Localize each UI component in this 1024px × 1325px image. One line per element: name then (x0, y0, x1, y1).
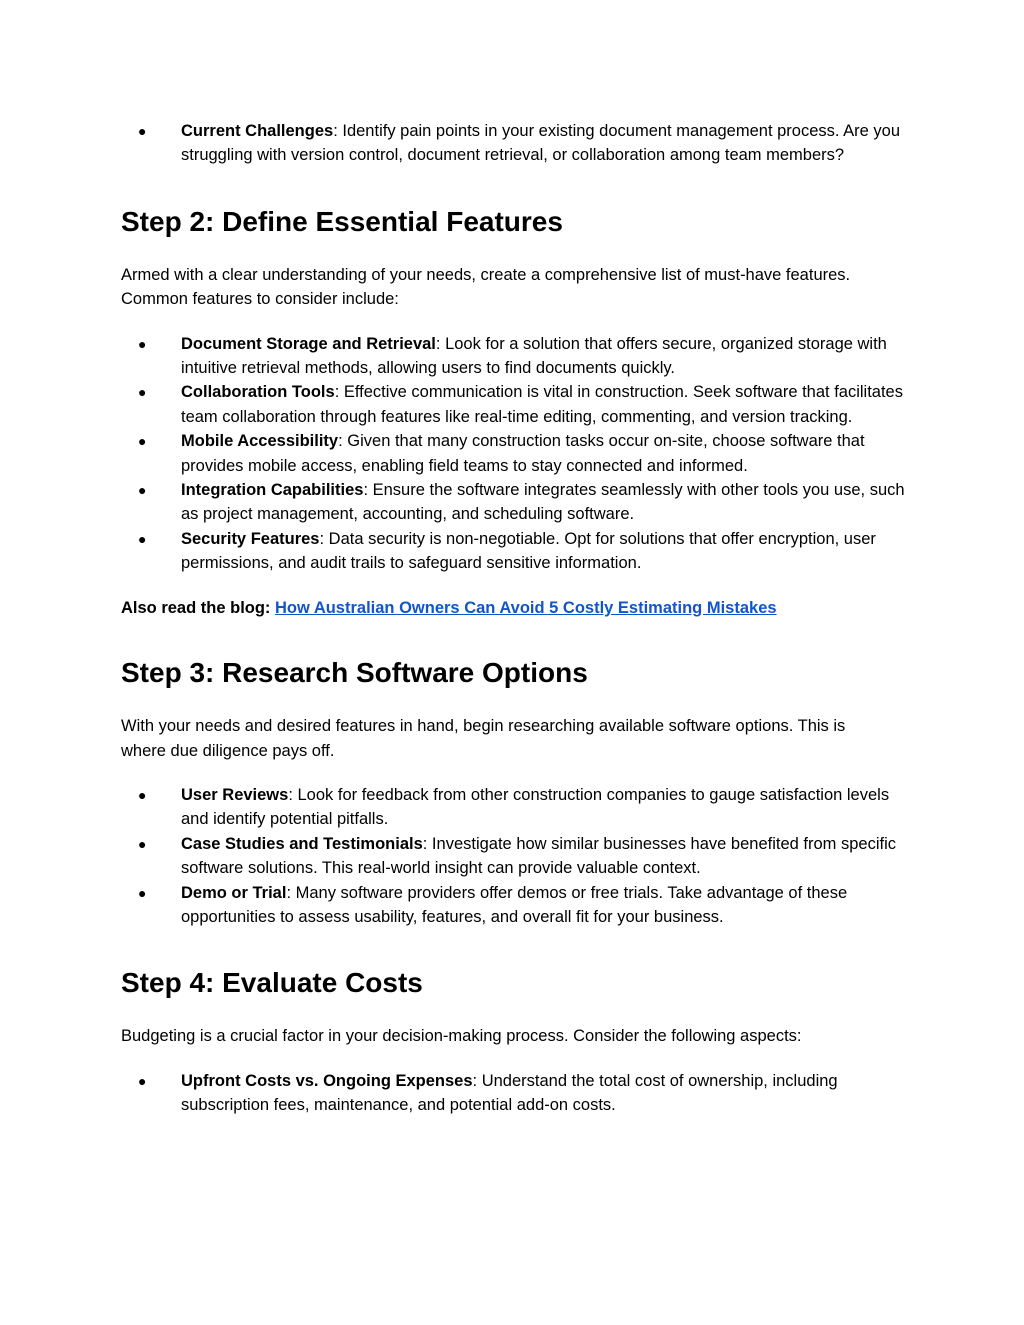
list-item (121, 881, 911, 930)
step2-feature-list (121, 332, 911, 576)
bullet-icon: ● (138, 884, 147, 901)
list-item-text: : Identify pain points in your existing document management process. Are you struggling with version control, document retrieval, or collaboration among team members? (181, 122, 901, 165)
bullet-icon: ● (138, 786, 147, 803)
list-item (121, 527, 911, 576)
bullet-icon: ● (138, 433, 147, 450)
list-item-term: Security Features (181, 529, 320, 548)
list-item-term: Demo or Trial (181, 883, 287, 902)
list-item (121, 332, 911, 381)
step3-option-list (121, 783, 911, 929)
document-page (121, 119, 911, 1118)
list-item-term: Collaboration Tools (181, 383, 335, 402)
list-item-term: Integration Capabilities (181, 481, 364, 500)
list-item-text: : Look for feedback from other construction companies to gauge satisfaction levels and identify potential pitfalls. (181, 785, 890, 829)
bullet-icon: ● (138, 482, 147, 499)
list-item-text: : Look for a solution that offers secure, organized storage with intuitive retrieval methods, allowing users to find documents quickly. (181, 334, 887, 378)
list-item-text: : Investigate how similar businesses have benefited from specific software solutions. This real-world insight can provide valuable context. (181, 834, 896, 878)
list-item-term: Mobile Accessibility (181, 432, 339, 451)
list-item (121, 478, 911, 527)
list-item-text: : Given that many construction tasks occur on-site, choose software that provides mobile access, enabling field teams to stay connected and informed. (181, 432, 865, 475)
step4-intro: Budgeting is a crucial factor in your decision-making process. Consider the following aspects: (121, 1027, 802, 1046)
list-item-term: User Reviews (181, 785, 289, 804)
bullet-icon: ● (138, 835, 147, 852)
list-item-term: Document Storage and Retrieval (181, 334, 436, 353)
list-item-term: Case Studies and Testimonials (181, 834, 423, 853)
also-read-link[interactable]: How Australian Owners Can Avoid 5 Costly Estimating Mistakes (275, 598, 777, 617)
bullet-icon: ● (138, 335, 147, 352)
current-challenges-list (121, 119, 911, 168)
list-item (121, 783, 911, 832)
list-item-text: : Effective communication is vital in construction. Seek software that facilitates team collaboration through features like real-time editing, commenting, and version tracking. (181, 383, 903, 426)
step3-intro: With your needs and desired features in hand, begin researching available software options. This is where due diligence pays off. (121, 717, 846, 760)
list-item-term: Upfront Costs vs. Ongoing Expenses (181, 1071, 473, 1090)
step2-heading: Step 2: Define Essential Features (121, 205, 563, 237)
also-read-line (121, 596, 911, 620)
step3-heading: Step 3: Research Software Options (121, 657, 588, 689)
step2-intro: Armed with a clear understanding of your needs, create a comprehensive list of must-have features. Common features to consider include: (121, 265, 851, 309)
list-item (121, 1069, 881, 1118)
bullet-icon: ● (138, 1072, 147, 1089)
list-item-text: : Ensure the software integrates seamlessly with other tools you use, such as project management, accounting, and scheduling software. (181, 481, 905, 524)
list-item (121, 380, 911, 429)
also-read-label: Also read the blog: (121, 598, 276, 617)
list-item (121, 119, 911, 168)
list-item (121, 429, 911, 478)
bullet-icon: ● (138, 384, 147, 401)
step4-cost-list (121, 1069, 881, 1118)
bullet-icon: ● (138, 530, 147, 547)
list-item-text: : Many software providers offer demos or free trials. Take advantage of these opportunities to assess usability, features, and overall fit for your business. (181, 883, 848, 926)
list-item-term: Current Challenges (181, 122, 334, 140)
list-item-text: : Understand the total cost of ownership, including subscription fees, maintenance, and potential add-on costs. (181, 1071, 838, 1115)
list-item-text: : Data security is non-negotiable. Opt for solutions that offer encryption, user permissions, and audit trails to safeguard sensitive information. (181, 529, 876, 573)
step4-heading: Step 4: Evaluate Costs (121, 967, 423, 999)
bullet-icon: ● (138, 123, 147, 139)
list-item (121, 832, 911, 881)
